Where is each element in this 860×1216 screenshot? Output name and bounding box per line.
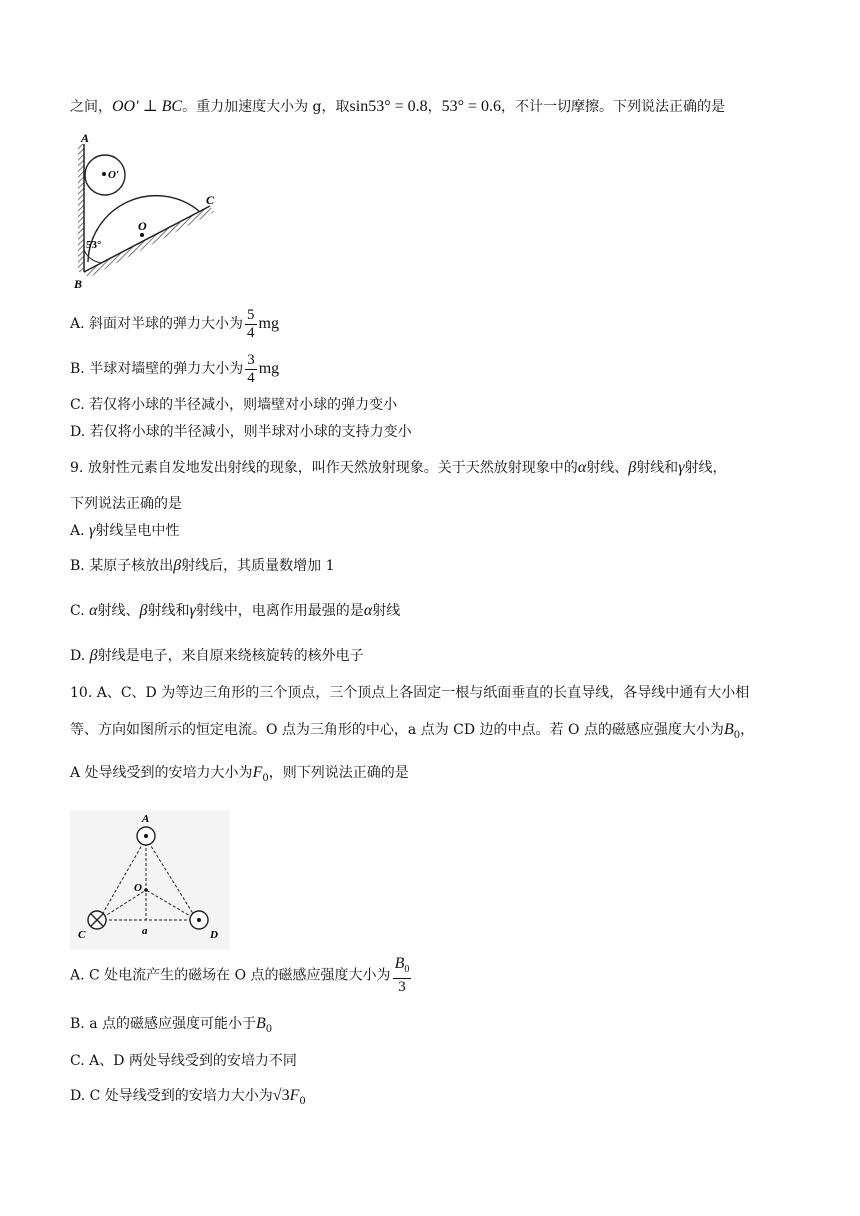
q10-a-numerator	[393, 955, 412, 979]
q9-option-d	[70, 646, 364, 666]
q9-option-a	[70, 521, 179, 541]
q8-b-denominator: 4	[247, 369, 255, 386]
label-d: D	[210, 929, 218, 941]
q9-gamma: γ	[678, 459, 685, 476]
q9-c-end: 射线	[372, 603, 401, 619]
q9-stem-line1	[70, 458, 727, 478]
q8-a-numerator: 5	[247, 306, 255, 323]
q9-c-mid2: 射线和	[147, 603, 190, 619]
q9-c-prefix: C.	[70, 603, 90, 619]
q9-c-gamma: γ	[189, 602, 196, 619]
label-c: C	[78, 929, 86, 941]
q10-a-b: B	[394, 955, 405, 972]
wall-hatch	[78, 144, 84, 272]
q9-a-text: 射线呈电中性	[95, 523, 180, 539]
q8-b-numerator: 3	[247, 351, 255, 368]
q10-b-sub: 0	[265, 1023, 273, 1035]
intro-math-perp: OO′ ⊥ BC	[112, 98, 183, 115]
q9-d-text: 射线是电子，来自原来绕核旋转的核外电子	[97, 648, 364, 664]
intro-text1: 。重力加速度大小为 g，取	[182, 99, 350, 115]
label-angle: 53°	[86, 239, 102, 251]
q10-b0-subscript: 0	[733, 729, 741, 741]
q9-alpha: α	[577, 459, 587, 476]
q10-stem3-text: ，则下列说法正确的是	[268, 765, 409, 781]
q10-d-sub: 0	[299, 1095, 306, 1107]
q10-option-d	[70, 1086, 306, 1112]
label-a-midpoint: a	[142, 925, 148, 937]
intro-text2: ，不计一切摩擦。下列说法正确的是	[501, 99, 726, 115]
q10-d-f: F	[289, 1087, 300, 1104]
q8-b-unit: mg	[258, 360, 280, 377]
q10-a-sub: 0	[404, 964, 410, 975]
q10-stem-line2	[70, 720, 754, 746]
angle-arc	[84, 250, 102, 263]
q8-a-fraction	[245, 307, 257, 342]
q10-a-denominator: 3	[398, 979, 406, 995]
q10-stem2-end: ，	[740, 722, 755, 738]
q10-option-c: C. A、D 两处导线受到的安培力不同	[70, 1053, 297, 1069]
q9-d-prefix: D.	[70, 648, 90, 664]
q8-option-c: C. 若仅将小球的半径减小，则墙壁对小球的弹力变小	[70, 397, 398, 413]
q8-a-text: A. 斜面对半球的弹力大小为	[70, 316, 244, 332]
q10-stem-line3	[70, 763, 409, 789]
center-op-dot	[102, 172, 106, 176]
q10-d-text: D. C 处导线受到的安培力大小为	[70, 1088, 273, 1104]
intro-line	[70, 97, 725, 117]
label-a: A	[81, 131, 90, 145]
q8-b-text: B. 半球对墙壁的弹力大小为	[70, 361, 244, 377]
q10-option-a	[70, 955, 413, 996]
label-b: B	[74, 277, 83, 291]
q9-c-alpha: α	[89, 602, 98, 619]
q9-stem-text: 9. 放射性元素自发地发出射线的现象，叫作天然放射现象。关于天然放射现象中的	[70, 460, 578, 476]
q9-stem-ray: 射线、	[586, 460, 629, 476]
q9-a-prefix: A.	[70, 523, 90, 539]
q9-b-beta: β	[173, 557, 182, 574]
q10-b-text: B. a 点的磁感应强度可能小于	[70, 1016, 256, 1032]
q10-stem3-prefix: A 处导线受到的安培力大小为	[70, 765, 253, 781]
q8-option-d: D. 若仅将小球的半径减小，则半球对小球的支持力变小	[70, 424, 412, 440]
q8-a-unit: mg	[258, 315, 279, 332]
figure-wall-hemisphere	[70, 128, 230, 296]
label-o: O	[138, 219, 147, 233]
q10-d-sqrt3: √3	[272, 1087, 290, 1104]
wire-d-dot	[197, 918, 201, 922]
q9-beta: β	[628, 459, 637, 476]
label-o-prime: O′	[108, 169, 120, 181]
q9-a-gamma: γ	[89, 522, 96, 539]
q10-stem2-text: 等、方向如图所示的恒定电流。O 点为三角形的中心，a 点为 CD 边的中点。若 O 点的磁感应强度大小为	[70, 722, 724, 738]
center-o-dot	[140, 233, 144, 237]
q9-option-b	[70, 556, 335, 576]
wire-a-dot	[144, 834, 148, 838]
q9-option-c	[70, 601, 400, 621]
q9-c-alpha2: α	[363, 602, 373, 619]
q8-a-denominator: 4	[247, 324, 255, 341]
q9-c-mid3: 射线中，电离作用最强的是	[195, 603, 364, 619]
intro-sep: ，	[427, 99, 442, 115]
q10-f0-symbol: F	[252, 764, 263, 781]
q9-b-text: 射线后，其质量数增加 1	[181, 558, 335, 574]
intro-prefix: 之间，	[70, 99, 112, 115]
q10-option-b	[70, 1014, 272, 1040]
q9-stem-end: 射线，	[684, 460, 727, 476]
label-c: C	[206, 193, 215, 207]
incline-hatch	[84, 206, 214, 278]
q8-b-fraction	[245, 352, 257, 387]
figure-triangle-wires	[70, 810, 230, 950]
q9-stem-and: 射线和	[636, 460, 679, 476]
q10-f0-subscript: 0	[262, 772, 269, 784]
q10-b-b: B	[256, 1015, 266, 1032]
q9-c-beta: β	[139, 602, 148, 619]
q8-option-b	[70, 350, 279, 388]
q9-d-beta: β	[89, 647, 98, 664]
label-a: A	[142, 813, 150, 825]
q9-c-mid1: 射线、	[97, 603, 140, 619]
center-o-point	[144, 888, 148, 892]
q9-b-prefix: B. 某原子核放出	[70, 558, 174, 574]
q10-a-fraction	[393, 955, 412, 996]
q10-a-text: A. C 处电流产生的磁场在 O 点的磁感应强度大小为	[70, 967, 391, 984]
q8-option-a	[70, 305, 279, 343]
q10-b0-symbol: B	[723, 721, 734, 738]
q9-stem-line2: 下列说法正确的是	[70, 496, 182, 512]
label-o: O	[134, 882, 142, 894]
intro-math-sin: sin53° = 0.8	[349, 98, 428, 115]
intro-math-53: 53° = 0.6	[441, 98, 502, 115]
q10-stem-line1: 10. A、C、D 为等边三角形的三个顶点，三个顶点上各固定一根与纸面垂直的长直导线，各导线中通有大小相	[70, 685, 750, 701]
incline-line	[84, 206, 210, 272]
